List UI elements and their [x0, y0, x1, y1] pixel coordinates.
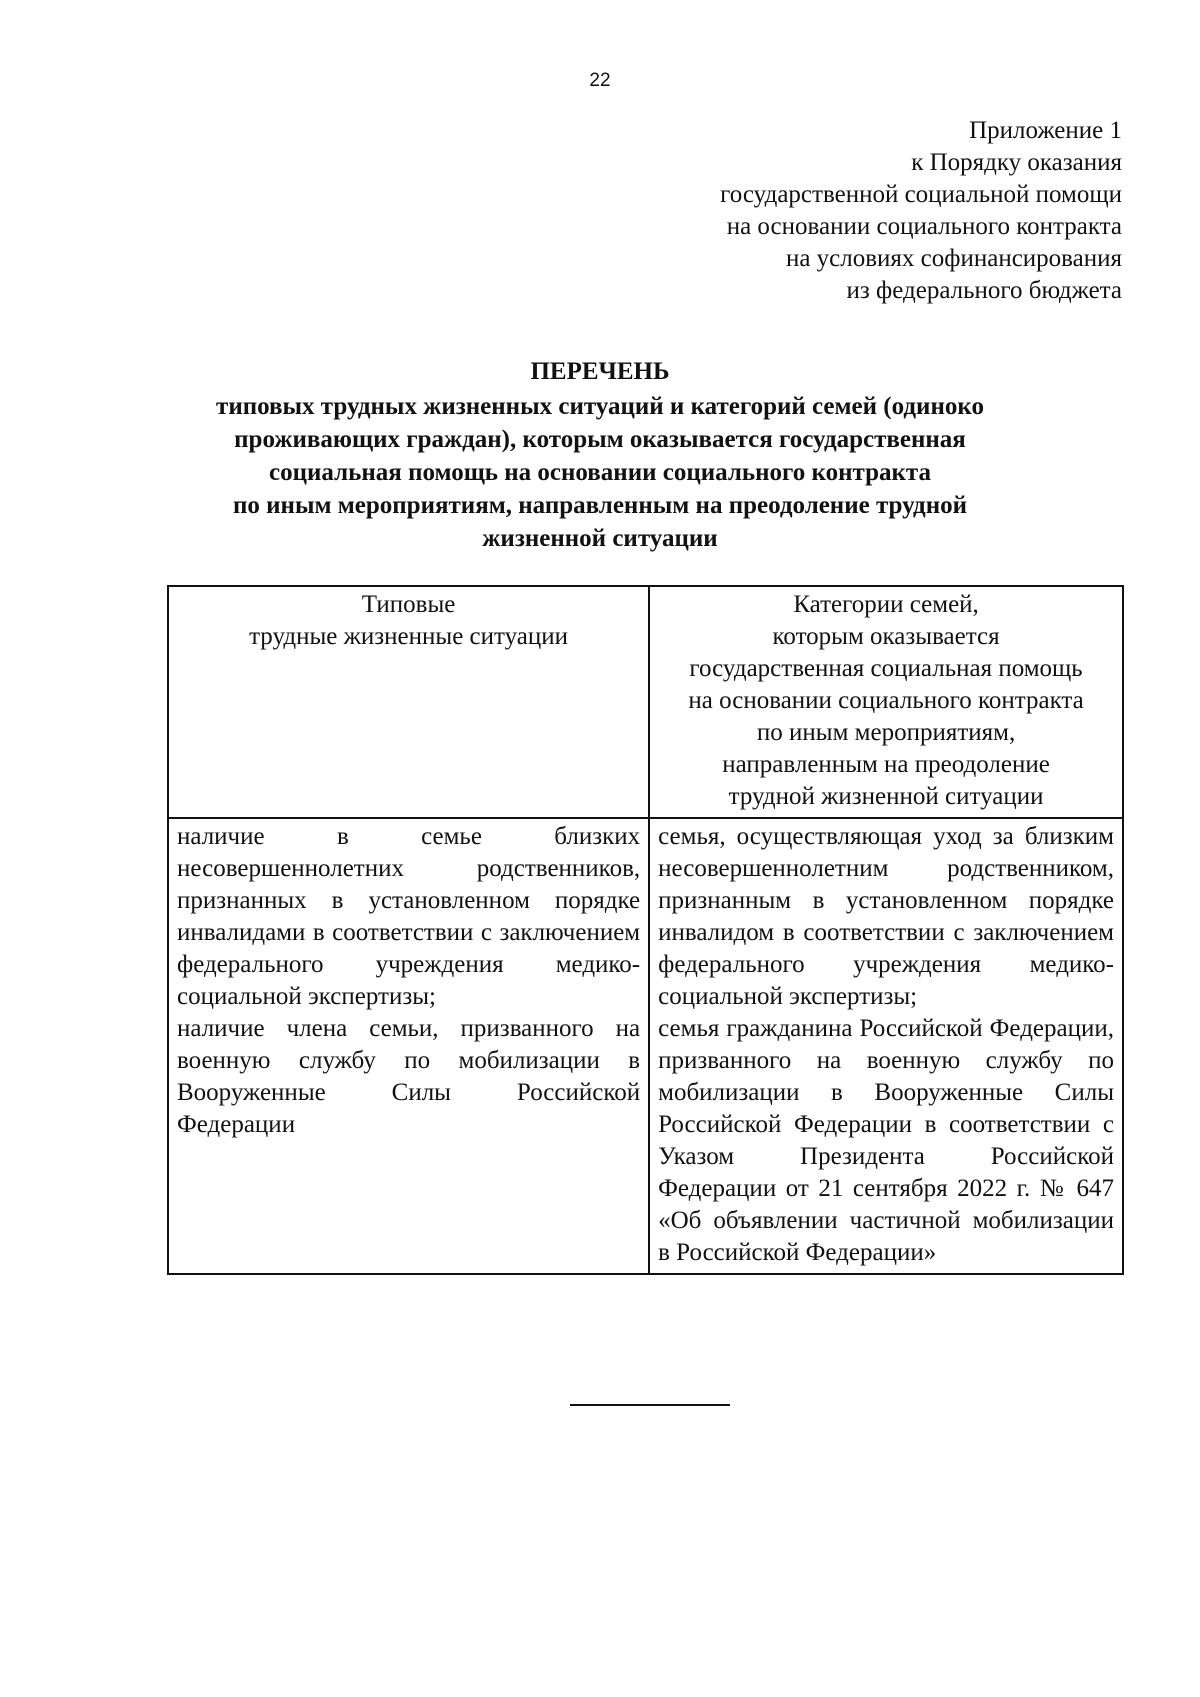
header-typical-situations — [168, 586, 649, 818]
title-subtitle-line: жизненной ситуации — [482, 525, 718, 552]
table-row — [168, 818, 1123, 1274]
header-line: которым оказывается — [772, 623, 1000, 650]
header-line: трудной жизненной ситуации — [728, 783, 1044, 810]
appendix-line: на условиях софинансирования — [785, 245, 1122, 272]
header-line: направленным на преодоление — [722, 751, 1050, 778]
cell-situations — [168, 818, 649, 1274]
appendix-line: из федерального бюджета — [846, 277, 1122, 304]
title-subtitle-line: проживающих граждан), которым оказывается государственная — [234, 426, 966, 453]
title-subtitle-line: типовых трудных жизненных ситуаций и категорий семей (одиноко — [216, 393, 984, 420]
cell-paragraph: наличие в семье близких несовершеннолетних родственников, признанных в установленном порядке инвалидами в соответствии с заключением федерального учреждения медико-социальной экспертизы; — [177, 823, 641, 1010]
header-line: трудные жизненные ситуации — [249, 623, 569, 650]
end-divider — [570, 1404, 730, 1406]
header-line: Категории семей, — [793, 591, 979, 618]
cell-categories — [649, 818, 1123, 1274]
header-family-categories — [649, 586, 1123, 818]
cell-paragraph: семья, осуществляющая уход за близким несовершеннолетним родственником, признанным в установленном порядке инвалидом в соответствии с заключением федерального учреждения медико-социальной экспертизы; — [658, 823, 1114, 1010]
header-line: Типовые — [361, 591, 456, 618]
appendix-line: государственной социальной помощи — [720, 181, 1122, 208]
document-title — [150, 355, 1050, 555]
title-heading: ПЕРЕЧЕНЬ — [530, 358, 670, 385]
cell-paragraph: семья гражданина Российской Федерации, призванного на военную службу по мобилизации в Вооруженные Силы Российской Федерации в соответствии с Указом Президента Российской Федерации от 21 сентября 2022 г. № 647 «Об объявлении частичной мобилизации в Российской Федерации» — [658, 1015, 1114, 1266]
header-line: государственная социальная помощь — [689, 655, 1083, 682]
appendix-line: Приложение 1 — [969, 117, 1122, 144]
appendix-line: к Порядку оказания — [911, 149, 1122, 176]
situations-table — [167, 585, 1124, 1275]
page-number: 22 — [589, 70, 611, 91]
cell-paragraph: наличие члена семьи, призванного на военную службу по мобилизации в Вооруженные Силы Российской Федерации — [177, 1015, 641, 1138]
title-subtitle-line: по иным мероприятиям, направленным на преодоление трудной — [232, 492, 968, 519]
title-subtitle-line: социальная помощь на основании социального контракта — [269, 459, 931, 486]
appendix-reference — [720, 115, 1122, 307]
header-line: по иным мероприятиям, — [756, 719, 1016, 746]
appendix-line: на основании социального контракта — [726, 213, 1122, 240]
table-header-row — [168, 586, 1123, 818]
header-line: на основании социального контракта — [688, 687, 1084, 714]
